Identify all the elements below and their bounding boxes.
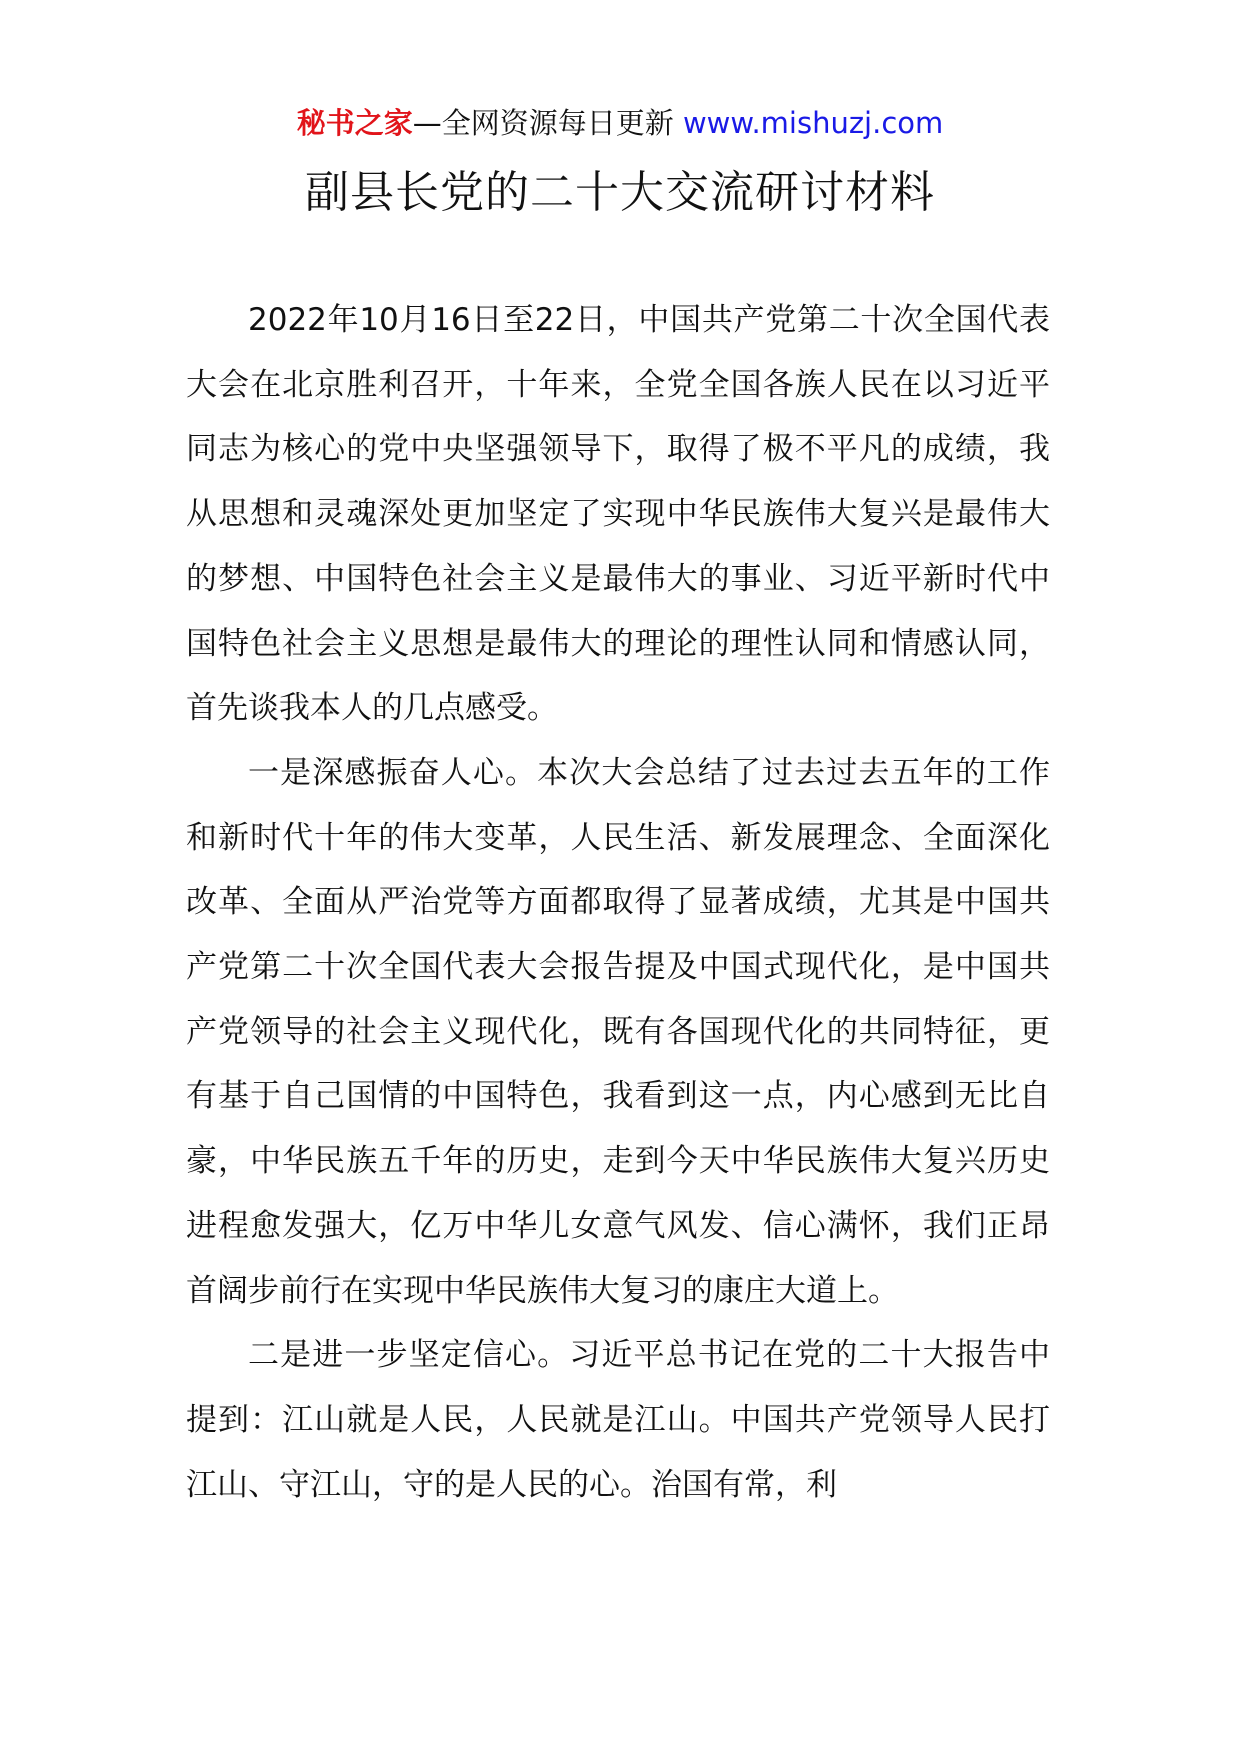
paragraph-point-two: 二是进一步坚定信心。习近平总书记在党的二十大报告中提到：江山就是人民，人民就是江山。中国共产党领导人民打江山、守江山，守的是人民的心。治国有常，利	[186, 1337, 1050, 1503]
site-url-link[interactable]: www.mishuzj.com	[682, 106, 944, 140]
paragraph-point-one: 一是深感振奋人心。本次大会总结了过去过去五年的工作和新时代十年的伟大变革，人民生活、新发展理念、全面深化改革、全面从严治党等方面都取得了显著成绩，尤其是中国共产党第二十次全国代表大会报告提及中国式现代化，是中国共产党领导的社会主义现代化，既有各国现代化的共同特征，更有基于自己国情的中国特色，我看到这一点，内心感到无比自豪，中华民族五千年的历史，走到今天中华民族伟大复兴历史进程愈发强大，亿万中华儿女意气风发、信心满怀，我们正昂首阔步前行在实现中华民族伟大复习的康庄大道上。	[186, 754, 1050, 1309]
site-header	[0, 103, 1240, 143]
paragraph-intro: 2022年10月16日至22日，中国共产党第二十次全国代表大会在北京胜利召开，十年来，全党全国各族人民在以习近平同志为核心的党中央坚强领导下，取得了极不平凡的成绩，我从思想和灵魂深处更加坚定了实现中华民族伟大复兴是最伟大的梦想、中国特色社会主义是最伟大的事业、习近平新时代中国特色社会主义思想是最伟大的理论的理性认同和情感认同，首先谈我本人的几点感受。	[186, 302, 1050, 727]
header-tagline: —全网资源每日更新	[412, 106, 683, 140]
document-body	[186, 288, 1050, 1517]
document-title: 副县长党的二十大交流研讨材料	[305, 167, 935, 218]
brand-name: 秘书之家	[296, 106, 413, 140]
